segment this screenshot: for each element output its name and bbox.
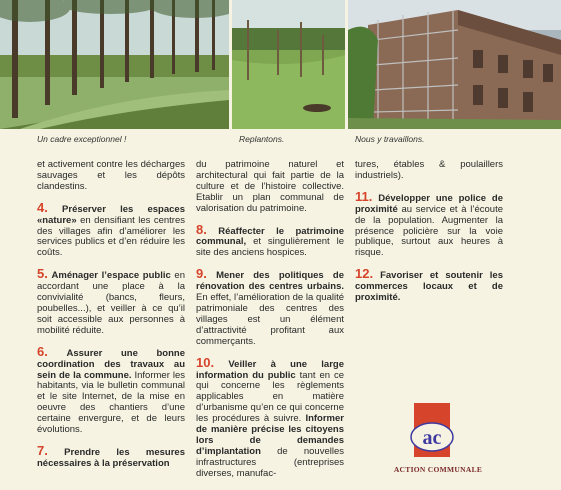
item-body: en accordant une place à la convivialité (bancs, fleurs, poubelles...), et veiller à ce qu’il soit accessible aux personnes à mobilité réduite. [37,270,185,336]
list-item-10 [196,354,344,480]
item-number: 5. [37,266,48,282]
list-item-11 [355,188,503,259]
item-heading: Développer une police de proximité [355,192,503,215]
photo-tree-lined-path [0,0,229,129]
item-body-2: de nouvelles infrastructures (entreprises diverses, manufac- [196,445,344,479]
item-heading: Aménager l’espace public [51,270,171,282]
text-column-2 [196,160,344,490]
list-item-9 [196,266,345,347]
list-item-4 [37,199,185,260]
photo-caption: Replantons. [239,134,285,144]
item-number: 4. [37,199,48,215]
item-body: tant en ce qui concerne les règlements applicables en matière d’urbanisme qu’en ce qui concerne les procédures à suivre. [196,369,344,425]
item-number: 12. [355,266,374,282]
list-item-12 [355,266,504,304]
item-number: 10. [196,354,215,370]
item-number: 8. [196,221,207,237]
list-item-5 [37,266,185,336]
paragraph-continuation: et activement contre les décharges sauvages et les dépôts clandestins. [37,159,185,192]
list-item-7 [37,442,185,470]
paragraph-continuation: du patrimoine naturel et architectural qui fait partie de la culture et de l’histoire collective. Etablir un plan communal de valorisation du patrimoine. [196,159,344,214]
item-heading: Mener des politiques de rénovation des centres urbains. [196,270,345,293]
action-communale-logo [393,403,483,481]
item-heading: Veiller à une large information du public [196,358,344,381]
svg-text:ac: ac [422,427,442,449]
item-body: En effet, l’amélioration de la qualité patrimoniale des centres des villages est un élément d’attractivité profitant aux commerçants. [196,292,344,347]
item-number: 6. [37,343,48,359]
item-number: 7. [37,442,48,458]
photo-caption: Un cadre exceptionnel ! [37,134,127,144]
item-number: 9. [196,266,207,282]
item-heading: Préserver les espaces «nature» [37,203,185,226]
list-item-8 [196,221,345,260]
logo-text: ACTION COMMUNALE [393,465,483,474]
paragraph-continuation: tures, étables & poulaillers industriels). [355,159,503,181]
item-heading: Prendre les mesures nécessaires à la préservation [37,446,185,469]
item-body: Informer les habitants, via le bulletin communal et le site Internet, de la mise en oeuvre des chantiers d’une certaine envergure, et de leurs évolutions. [37,369,185,436]
text-column-1 [37,160,185,480]
item-heading: Réaffecter le patrimoine communal, [196,225,345,248]
item-heading-2: Informer de manière précise les citoyens lors de demandes d’implantation [196,413,344,457]
item-number: 11. [355,188,373,204]
photo-building-restoration [348,0,561,129]
item-body: au service et à l’écoute de la population. Augmenter la présence policière sur la voie publique, surtout aux heures à risque. [355,203,503,259]
photo-planting [232,0,345,129]
photo-caption: Nous y travaillons. [355,134,425,144]
item-heading: Assurer une bonne coordination des travaux au sein de la commune. [37,347,185,381]
ac-logo-icon [410,403,454,459]
item-heading: Favoriser et soutenir les commerces locaux et de proximité. [355,270,504,304]
list-item-6 [37,343,185,436]
item-body: en densifiant les centres des villages afin d’améliorer les services publics et d’en réduire les coûts. [37,214,185,259]
item-body: et singulièrement le site des anciens hospices. [196,236,344,259]
text-column-3 [355,160,503,314]
